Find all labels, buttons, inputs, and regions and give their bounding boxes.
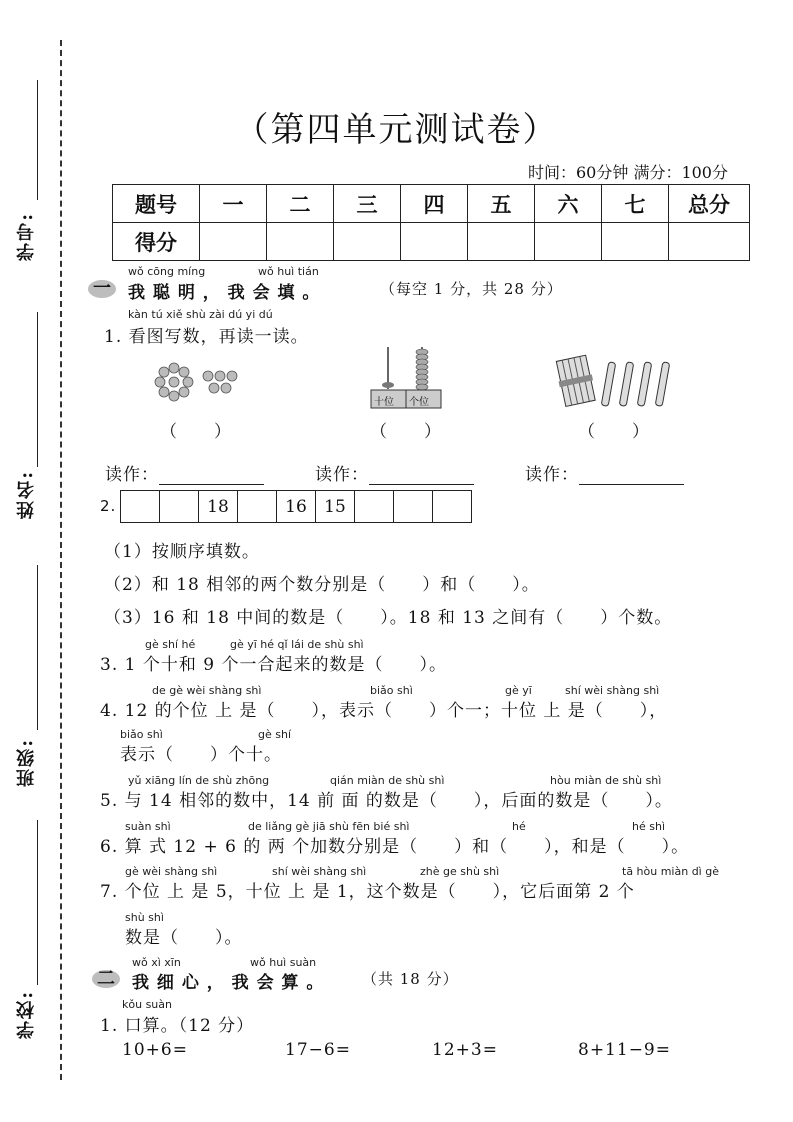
read-row-3 bbox=[525, 460, 684, 485]
section2-title: 我 细 心 ， 我 会 算 。 bbox=[132, 973, 325, 993]
score-cell: 五 bbox=[468, 185, 535, 223]
score-input-cell[interactable] bbox=[602, 223, 669, 261]
read-label: 读作： bbox=[105, 465, 159, 485]
arith-expr: 10+6= bbox=[122, 1040, 188, 1060]
class-line bbox=[37, 565, 38, 730]
section1-pinyin-a: wǒ cōng míng bbox=[128, 265, 206, 278]
read-row-1 bbox=[105, 460, 264, 485]
read-label: 读作： bbox=[525, 465, 579, 485]
binding-dashed-line bbox=[60, 40, 62, 1080]
sequence-cell: 15 bbox=[316, 491, 355, 523]
read-answer-line[interactable] bbox=[159, 466, 264, 485]
q4-pinyin-c: gè yī bbox=[505, 684, 532, 697]
score-cell: 一 bbox=[200, 185, 267, 223]
q2-sub1: （1）按顺序填数。 bbox=[104, 542, 260, 562]
q6-pinyin-b: de liǎng gè jiā shù fēn bié shì bbox=[248, 820, 410, 833]
q4-pinyin-a: de gè wèi shàng shì bbox=[152, 684, 262, 697]
q3-text: 3. 1 个十和 9 个一合起来的数是（ ）。 bbox=[100, 655, 447, 675]
score-table-score-row bbox=[113, 223, 750, 261]
abacus-ones-label: 个位 bbox=[409, 397, 429, 408]
q5-text: 5. 与 14 相邻的数中，14 前 面 的数是（ ），后面的数是（ ）。 bbox=[100, 791, 673, 811]
q3-pinyin-b: gè yī hé qǐ lái de shù shì bbox=[230, 638, 364, 651]
q1-pinyin: kàn tú xiě shù zài dú yi dú bbox=[128, 308, 273, 321]
q7-pinyin-b: shí wèi shàng shì bbox=[272, 865, 367, 878]
section1-note: （每空 1 分，共 28 分） bbox=[380, 280, 563, 298]
score-table bbox=[112, 184, 750, 261]
sequence-cell[interactable] bbox=[160, 491, 199, 523]
q1-answer-paren-3[interactable]: （ ） bbox=[578, 422, 650, 442]
section2-number-badge: 二 bbox=[92, 970, 120, 988]
q1-text: 1. 看图写数，再读一读。 bbox=[104, 327, 309, 347]
q5-pinyin-c: hòu miàn de shù shì bbox=[550, 774, 662, 787]
class-label: 班级: bbox=[16, 738, 37, 787]
q6-pinyin-a: suàn shì bbox=[125, 820, 171, 833]
sticks-picture bbox=[555, 352, 675, 412]
read-answer-line[interactable] bbox=[369, 466, 474, 485]
arith-expr: 8+11−9= bbox=[578, 1040, 671, 1060]
score-table-header-row bbox=[113, 185, 750, 223]
q5-pinyin-a: yǔ xiāng lín de shù zhōng bbox=[128, 774, 270, 787]
dots-picture bbox=[150, 362, 245, 402]
q2-sub2: （2）和 18 相邻的两个数分别是（ ）和（ ）。 bbox=[104, 575, 540, 595]
sequence-cell[interactable] bbox=[355, 491, 394, 523]
score-cell: 三 bbox=[334, 185, 401, 223]
q4-text: 4. 12 的个位 上 是（ ），表示（ ）个一；十位 上 是（ ）， bbox=[100, 701, 668, 721]
sequence-cell[interactable] bbox=[121, 491, 160, 523]
page-title: （第四单元测试卷） bbox=[234, 110, 559, 150]
score-input-cell[interactable] bbox=[468, 223, 535, 261]
q2-sub3: （3）16 和 18 中间的数是（ ）。18 和 13 之间有（ ）个数。 bbox=[104, 608, 673, 628]
sequence-cell[interactable] bbox=[433, 491, 472, 523]
sequence-cell: 18 bbox=[199, 491, 238, 523]
score-input-cell[interactable] bbox=[669, 223, 750, 261]
section2-note: （共 18 分） bbox=[362, 970, 459, 988]
q1-answer-paren-1[interactable]: （ ） bbox=[160, 422, 232, 442]
score-row-label: 得分 bbox=[113, 223, 200, 261]
arith-expr: 12+3= bbox=[432, 1040, 498, 1060]
score-cell: 七 bbox=[602, 185, 669, 223]
q3-pinyin-a: gè shí hé bbox=[145, 638, 196, 651]
q7-text2: 数是（ ）。 bbox=[125, 928, 243, 948]
q7-text: 7. 个位 上 是 5，十位 上 是 1，这个数是（ ），它后面第 2 个 bbox=[100, 882, 635, 902]
q5-pinyin-b: qián miàn de shù shì bbox=[330, 774, 445, 787]
read-label: 读作： bbox=[315, 465, 369, 485]
name-line bbox=[37, 312, 38, 467]
student-id-label: 学号: bbox=[16, 212, 37, 261]
q6-pinyin-d: hé shì bbox=[632, 820, 665, 833]
section2-pinyin-b: wǒ huì suàn bbox=[250, 956, 317, 969]
score-input-cell[interactable] bbox=[535, 223, 602, 261]
time-info: 时间：60分钟 满分：100分 bbox=[528, 163, 728, 182]
sequence-cell: 16 bbox=[277, 491, 316, 523]
score-input-cell[interactable] bbox=[267, 223, 334, 261]
score-cell: 总分 bbox=[669, 185, 750, 223]
section1-number-badge: 一 bbox=[88, 280, 116, 298]
number-sequence-boxes bbox=[120, 490, 472, 523]
q6-pinyin-c: hé bbox=[512, 820, 526, 833]
q1-answer-paren-2[interactable]: （ ） bbox=[370, 422, 442, 442]
q8-text: 1. 口算。（12 分） bbox=[100, 1016, 255, 1036]
abacus-tens-label: 十位 bbox=[374, 397, 394, 408]
score-cell: 四 bbox=[401, 185, 468, 223]
read-row-2 bbox=[315, 460, 474, 485]
q4-pinyin-b: biǎo shì bbox=[370, 684, 413, 697]
section2-pinyin-a: wǒ xì xīn bbox=[132, 956, 181, 969]
school-line bbox=[37, 820, 38, 985]
arith-expr: 17−6= bbox=[285, 1040, 351, 1060]
read-answer-line[interactable] bbox=[579, 466, 684, 485]
sequence-cell[interactable] bbox=[394, 491, 433, 523]
q4-pinyin-d: shí wèi shàng shì bbox=[565, 684, 660, 697]
section1-pinyin-b: wǒ huì tián bbox=[258, 265, 319, 278]
section1-title: 我 聪 明 ， 我 会 填 。 bbox=[128, 283, 321, 303]
sequence-cell[interactable] bbox=[238, 491, 277, 523]
q7-pinyin-e: shù shì bbox=[125, 911, 164, 924]
q8-pinyin: kǒu suàn bbox=[122, 998, 172, 1011]
score-cell: 二 bbox=[267, 185, 334, 223]
q2-label: 2. bbox=[100, 497, 117, 515]
score-cell: 题号 bbox=[113, 185, 200, 223]
score-cell: 六 bbox=[535, 185, 602, 223]
q4-text2: 表示（ ）个十。 bbox=[120, 745, 282, 765]
q6-text: 6. 算 式 12 + 6 的 两 个加数分别是（ ）和（ ），和是（ ）。 bbox=[100, 837, 690, 857]
school-label: 学校: bbox=[16, 990, 37, 1039]
q7-pinyin-d: tā hòu miàn dì gè bbox=[622, 865, 719, 878]
name-label: 姓名: bbox=[16, 470, 37, 519]
q7-pinyin-a: gè wèi shàng shì bbox=[125, 865, 218, 878]
score-input-cell[interactable] bbox=[401, 223, 468, 261]
score-input-cell[interactable] bbox=[200, 223, 267, 261]
q4-pinyin-e: biǎo shì bbox=[120, 728, 163, 741]
q4-pinyin-f: gè shí bbox=[258, 728, 292, 741]
score-input-cell[interactable] bbox=[334, 223, 401, 261]
q7-pinyin-c: zhè ge shù shì bbox=[420, 865, 500, 878]
